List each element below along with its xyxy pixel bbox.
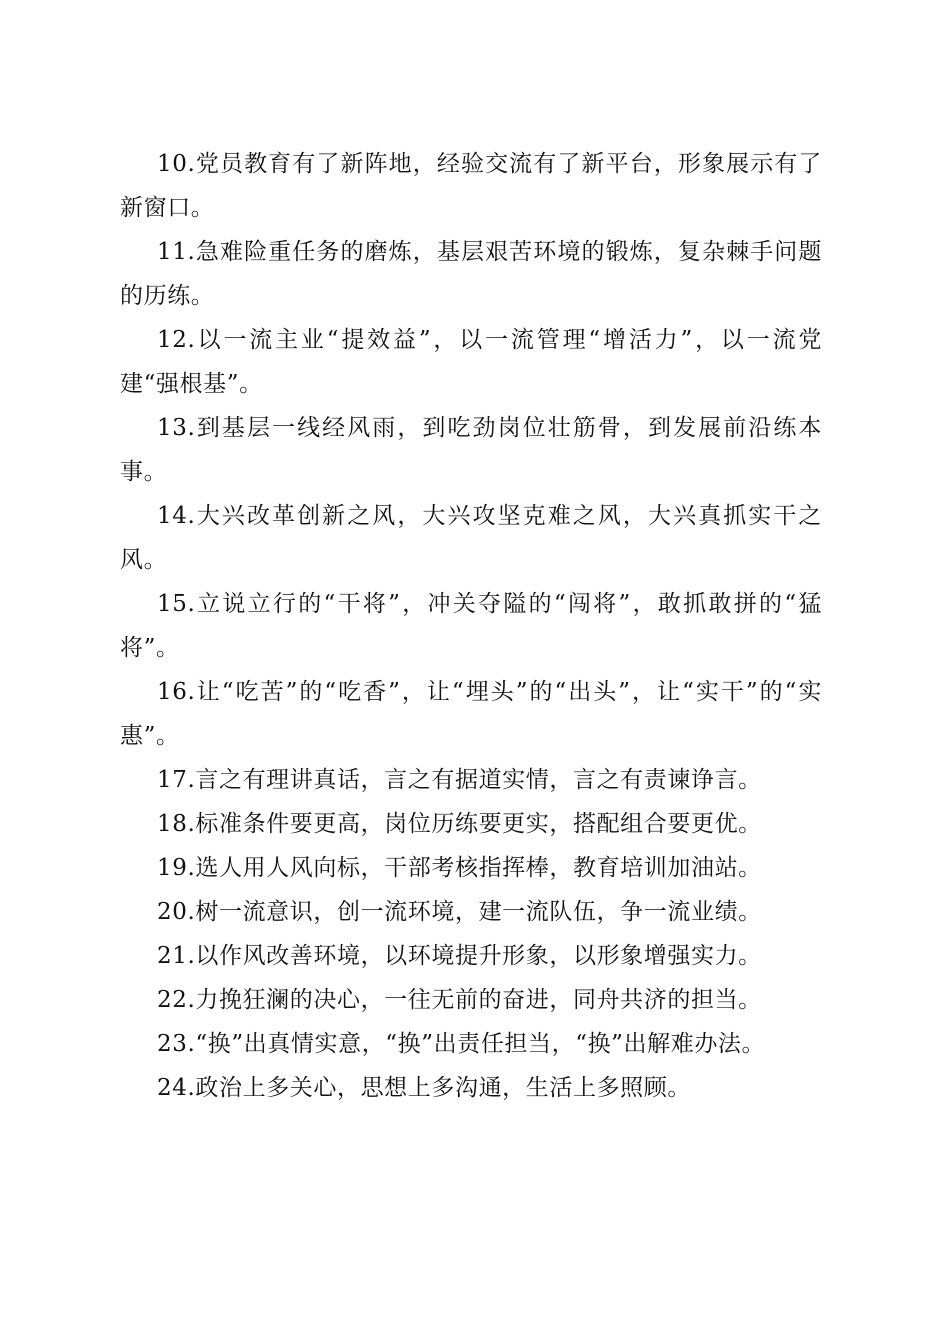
paragraph-24: 24.政治上多关心，思想上多沟通，生活上多照顾。 bbox=[157, 1075, 691, 1101]
paragraph-13: 13.到基层一线经风雨，到吃劲岗位壮筋骨，到发展前沿练本事。 bbox=[120, 415, 822, 485]
paragraph-14: 14.大兴改革创新之风，大兴攻坚克难之风，大兴真抓实干之风。 bbox=[120, 503, 822, 573]
paragraph-23: 23.“换”出真情实意，“换”出责任担当，“换”出解难办法。 bbox=[157, 1031, 766, 1057]
paragraph-10: 10.党员教育有了新阵地，经验交流有了新平台，形象展示有了新窗口。 bbox=[120, 151, 822, 221]
document-body bbox=[120, 142, 822, 1110]
paragraph-11: 11.急难险重任务的磨炼，基层艰苦环境的锻炼，复杂棘手问题的历练。 bbox=[120, 239, 822, 309]
paragraph-19: 19.选人用人风向标，干部考核指挥棒，教育培训加油站。 bbox=[157, 855, 762, 881]
paragraph-16: 16.让“吃苦”的“吃香”，让“埋头”的“出头”，让“实干”的“实惠”。 bbox=[120, 679, 822, 749]
paragraph-20: 20.树一流意识，创一流环境，建一流队伍，争一流业绩。 bbox=[157, 899, 762, 925]
paragraph-18: 18.标准条件要更高，岗位历练要更实，搭配组合要更优。 bbox=[157, 811, 762, 837]
paragraph-22: 22.力挽狂澜的决心，一往无前的奋进，同舟共济的担当。 bbox=[157, 987, 762, 1013]
paragraph-12: 12.以一流主业“提效益”，以一流管理“增活力”，以一流党建“强根基”。 bbox=[120, 327, 822, 397]
paragraph-17: 17.言之有理讲真话，言之有据道实情，言之有责谏诤言。 bbox=[157, 767, 762, 793]
paragraph-15: 15.立说立行的“干将”，冲关夺隘的“闯将”，敢抓敢拼的“猛将”。 bbox=[120, 591, 822, 661]
paragraph-21: 21.以作风改善环境，以环境提升形象，以形象增强实力。 bbox=[157, 943, 762, 969]
